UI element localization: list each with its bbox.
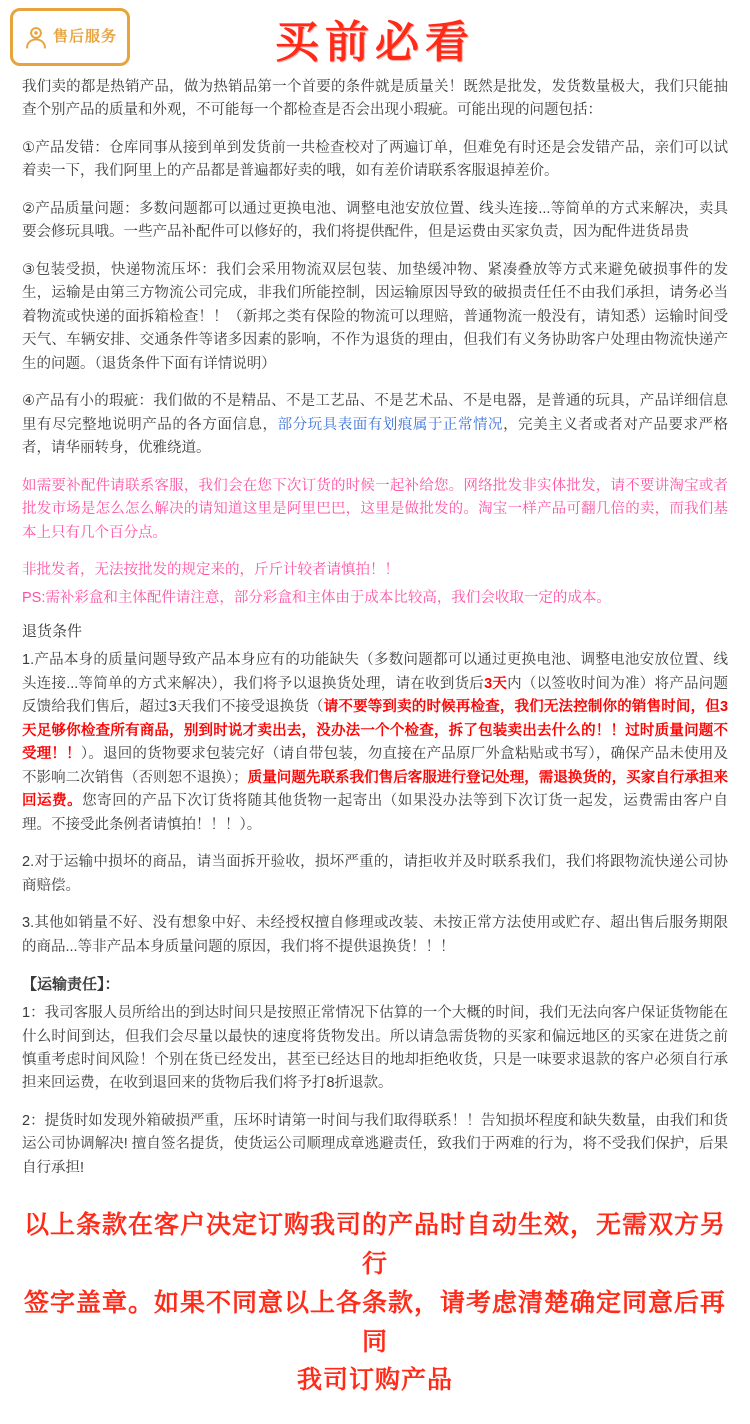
- footer-line-1: 以上条款在客户决定订购我司的产品时自动生效，无需双方另行: [23, 1211, 726, 1279]
- notice-ps: [22, 587, 728, 610]
- transport-section-title: 【运输责任】：: [22, 976, 120, 994]
- notice-paragraph-1: [22, 475, 728, 545]
- intro-paragraph-3: ②产品质量问题：多数问题都可以通过更换电池、调整电池安放位置、线头连接...等简单的方式来解决，卖具要会修玩具哦。一些产品补配件可以修好的，我们将提供配件，但是运费由买家负责，因为配件进货昂贵: [22, 200, 728, 241]
- intro-paragraph-1: 我们卖的都是热销产品，做为热销品第一个首要的条件就是质量关！既然是批发，发货数量极大，我们只能抽查个别产品的质量和外观，不可能每一个都检查是否会出现小瑕疵。可能出现的问题包括：: [22, 79, 728, 119]
- returns-item1-a: 1.产品本身的质量问题导致产品本身应有的功能缺失（多数问题都可以通过更换电池、调整电池安放位置、线头连接...等简单的方式来解决），我们将予以退换货处理，请在收到货后: [22, 652, 728, 692]
- returns-section-title: 退货条件: [22, 623, 83, 641]
- notice-paragraph-2: [22, 559, 728, 582]
- notice-ps-text: PS:需补彩盒和主体配件请注意，部分彩盒和主体由于成本比较高，我们会收取一定的成本。: [22, 589, 611, 606]
- footer-agreement: [18, 1206, 732, 1400]
- returns-item-1: [22, 649, 728, 837]
- page-title: 买前必看: [275, 17, 475, 68]
- badge-label: 售后服务: [52, 27, 117, 45]
- intro-paragraph-4: ③包装受损，快递物流压坏：我们会采用物流双层包装、加垫缓冲物、紧凑叠放等方式来避免破损事件的发生，运输是由第三方物流公司完成，非我们所能控制，因运输原因导致的破损责任任不由我们承担，请务必当着物流或快递的面拆箱检查！！（新邦之类有保险的物流可以理赔，普通物流一般没有，请知悉）运输时间受天气、车辆安排、交通条件等诸多因素的影响，不作为退货的理由，但我们有义务协助客户处理由物流快递产生的问题。（退货条件下面有详情说明）: [22, 261, 728, 372]
- content-body: [0, 76, 750, 1180]
- notice-p1-part-a: 如需要补配件请联系客服: [22, 477, 184, 494]
- page-header: [0, 0, 750, 76]
- footer-line-2: 签字盖章。如果不同意以上各条款，请考虑清楚确定同意后再同: [23, 1288, 726, 1356]
- returns-item1-days: 3天: [484, 675, 508, 692]
- returns-item-2: 2.对于运输中损坏的商品，请当面拆开验收，损坏严重的，请拒收并及时联系我们，我们将跟物流快递公司协商赔偿。: [22, 854, 728, 894]
- notice-p2-text: 非批发者，无法按批发的规定来的，斤斤计较者请慎拍！！: [22, 562, 399, 579]
- returns-item1-b: 内（以签收时间为准）将产品问题反馈给我们售后，超过3天我们不接受退换货（: [22, 675, 728, 716]
- returns-item1-warning: 请不要等到卖的时候再检查，我们无法控制你的销售时间，但3天足够你检查所有商品，别到时说才卖出去，没办法一个个检查，拆了包装卖出去什么的！！过时质量问题不受理！！: [22, 699, 729, 763]
- returns-item-3: 3.其他如销量不好、没有想象中好、未经授权擅自修理或改装、未按正常方法使用或贮存、超出售后服务期限的商品...等非产品本身质量问题的原因，我们将不提供退换货！！！: [22, 915, 728, 955]
- intro-p5-part-a: ④产品有小的瑕疵：我们做的不是精品、不是工艺品、不是艺术品、不是电器，是普通的玩具，产品详细信息里有尽完整地说明产品的各方面信息，: [22, 393, 728, 433]
- intro-paragraph-2: ①产品发错：仓库同事从接到单到发货前一共检查校对了两遍订单，但难免有时还是会发错产品，亲们可以试着卖一下，我们阿里上的产品都是普遍都好卖的哦，如有差价请联系客服退掉差价。: [22, 139, 728, 180]
- notice-p1-part-b: ，我们会在您下次订货的时候一起补给您。网络批发非实体批发，请不要讲淘宝或者批发市场是怎么怎么解决的请知道这里是阿里巴巴，这里是做批发的。淘宝一样产品可翻几倍的卖，而我们基本上只有几个百分点。: [22, 477, 729, 541]
- transport-item-1: 1：我司客服人员所给出的到达时间只是按照正常情况下估算的一个大概的时间，我们无法向客户保证货物能在什么时间到达，但我们会尽量以最快的速度将货物发出。所以请急需货物的买家和偏远地区的买家在进货之前慎重考虑时间风险！个别在货已经发出，甚至已经达目的地却拒绝收货，只是一味要求退款的客户必须自行承担来回运费，在收到退回来的货物后我们将予打8折退款。: [22, 1005, 728, 1092]
- intro-p5-highlight: 部分玩具表面有划痕属于正常情况: [277, 416, 504, 433]
- transport-item-2: 2：提货时如发现外箱破损严重，压坏时请第一时间与我们取得联系！！告知损坏程度和缺失数量，由我们和货运公司协调解决! 擅自签名提货，使货运公司顺理成章逃避责任，致我们于两难的行为，将不受我们保护，后果自行承担!: [22, 1112, 728, 1176]
- returns-item1-shipping-note: 质量问题先联系我们售后客服进行登记处理，需退换货的，买家自行承担来回运费。: [22, 769, 728, 810]
- returns-item1-c: ）。退回的货物要求包装完好（请自带包装，勿直接在产品原厂外盒粘贴或书写），确保产品未使用及不影响二次销售（否则恕不退换）；: [22, 746, 729, 786]
- footer-line-3: 我司订购产品: [296, 1366, 453, 1395]
- intro-paragraph-5: [22, 390, 728, 460]
- returns-item1-d: 您寄回的产品下次订货将随其他货物一起寄出（如果没办法等到下次订货一起发，运费需由客户自理。不接受此条例者请慎拍！！！）。: [22, 793, 729, 833]
- intro-p5-part-b: ，完美主义者或者对产品要求严格者，请华丽转身，优雅绕道。: [22, 416, 729, 457]
